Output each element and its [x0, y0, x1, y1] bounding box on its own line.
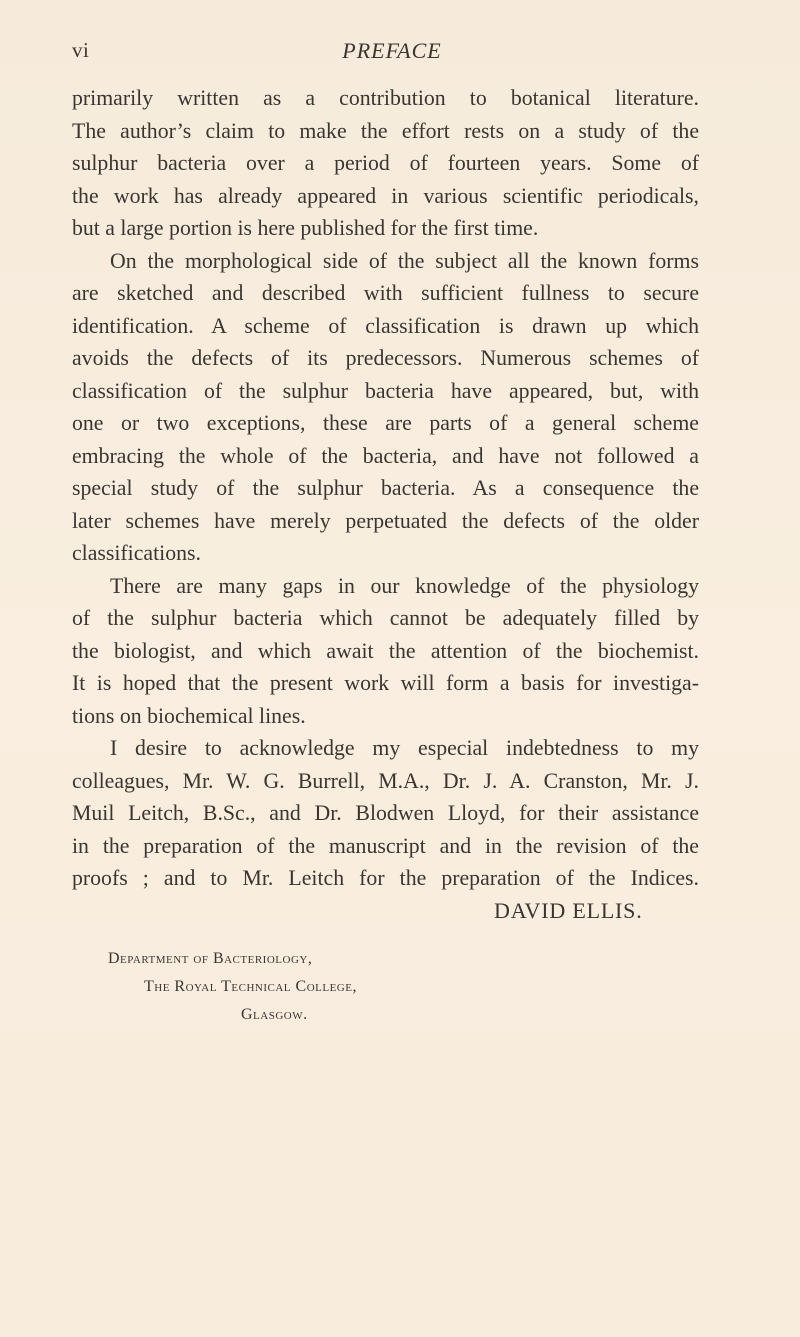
- text-line: colleagues, Mr. W. G. Burrell, M.A., Dr. J. A. Cranston, Mr. J.: [72, 768, 699, 793]
- text-line: identification. A scheme of classification is drawn up which: [72, 313, 699, 338]
- text-line: of the sulphur bacteria which cannot be adequately filled by: [72, 606, 699, 630]
- author-signature: DAVID ELLIS.: [494, 898, 643, 923]
- text-line: but a large portion is here published for the first time.: [72, 216, 539, 240]
- page-number: vi: [72, 38, 90, 62]
- text-line: The author’s claim to make the effort rests on a study of the: [72, 118, 699, 143]
- paragraph-start-line: I desire to acknowledge my especial indebtedness to my: [110, 736, 699, 760]
- preface-body: [72, 82, 699, 895]
- paragraph-start-line: On the morphological side of the subject all the known forms: [110, 248, 699, 273]
- text-line: It is hoped that the present work will form a basis for investiga-: [72, 671, 699, 695]
- text-line: classifications.: [72, 541, 201, 565]
- text-line: proofs ; and to Mr. Leitch for the preparation of the Indices.: [72, 866, 699, 890]
- text-line: special study of the sulphur bacteria. As a consequence the: [72, 476, 699, 500]
- text-line: the work has already appeared in various scientific periodicals,: [72, 183, 699, 208]
- text-line: embracing the whole of the bacteria, and have not followed a: [72, 443, 699, 468]
- address-city: Glasgow.: [241, 1006, 308, 1023]
- text-line: sulphur bacteria over a period of fourteen years. Some of: [72, 151, 699, 175]
- paragraph-start-line: There are many gaps in our knowledge of the physiology: [110, 573, 699, 598]
- text-line: classification of the sulphur bacteria have appeared, but, with: [72, 378, 699, 403]
- text-line: in the preparation of the manuscript and in the revision of the: [72, 833, 699, 858]
- address-department: Department of Bacteriology,: [108, 950, 313, 967]
- text-line: the biologist, and which await the attention of the biochemist.: [72, 638, 699, 663]
- author-address: [108, 945, 357, 1029]
- text-line: Muil Leitch, B.Sc., and Dr. Blodwen Lloyd, for their assistance: [72, 801, 699, 825]
- running-title: PREFACE: [342, 38, 442, 63]
- text-line: tions on biochemical lines.: [72, 703, 306, 728]
- text-line: are sketched and described with sufficient fullness to secure: [72, 281, 699, 305]
- address-institution: The Royal Technical College,: [144, 978, 357, 995]
- running-head: [72, 38, 712, 68]
- text-line: later schemes have merely perpetuated the defects of the older: [72, 508, 699, 533]
- text-line: one or two exceptions, these are parts of a general scheme: [72, 411, 699, 435]
- text-line: avoids the defects of its predecessors. Numerous schemes of: [72, 346, 699, 370]
- text-line: primarily written as a contribution to botanical literature.: [72, 86, 699, 110]
